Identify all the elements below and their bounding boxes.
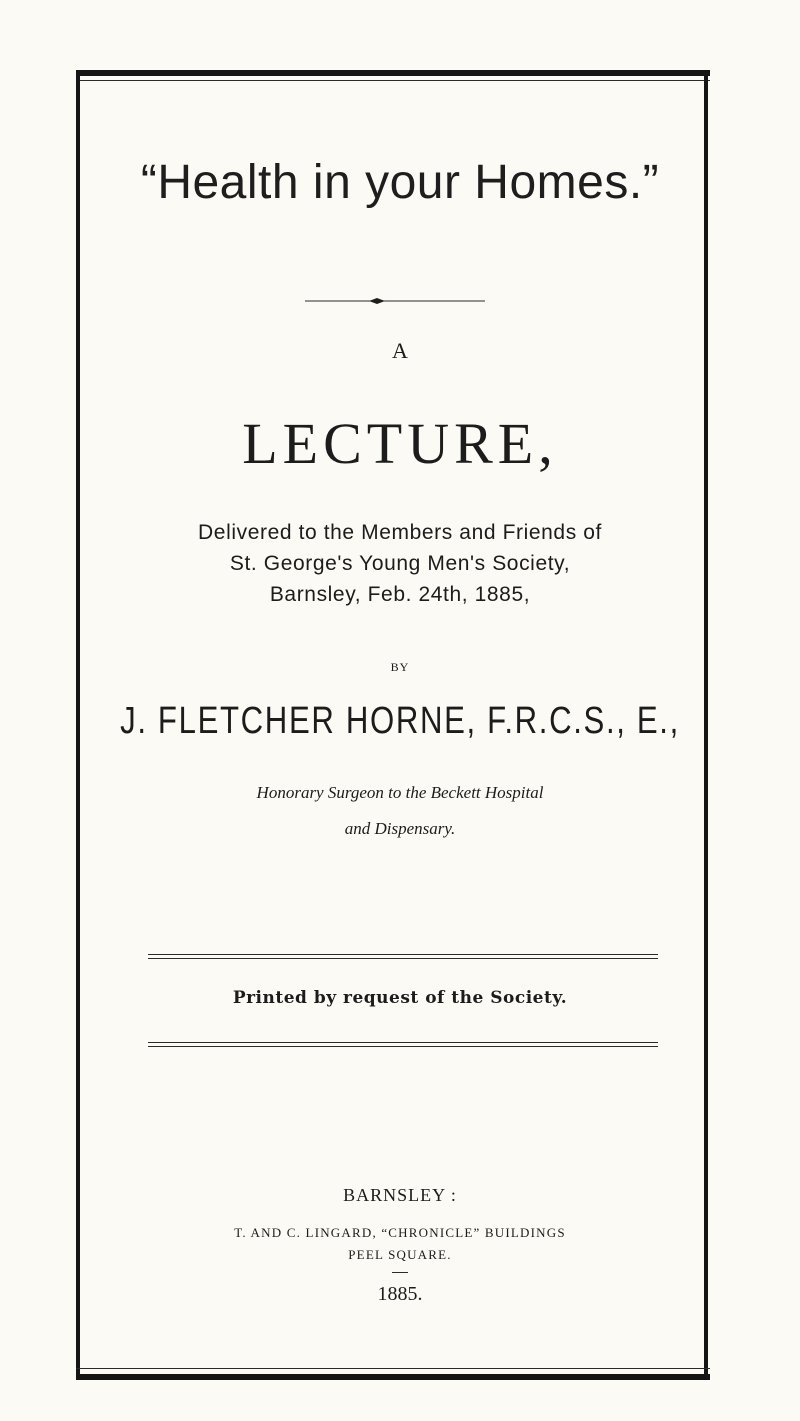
imprint-year: 1885. (377, 1283, 423, 1305)
imprint-printer (0, 1222, 800, 1266)
printer-line-2: PEEL SQUARE. (348, 1247, 452, 1262)
delivery-line-3: Barnsley, Feb. 24th, 1885, (269, 583, 531, 606)
frame-top-border (76, 70, 710, 76)
rule-lower-2 (148, 1046, 658, 1047)
rule-upper-2 (148, 958, 658, 959)
frame-top-inner-border (76, 80, 710, 81)
frame-bottom-border (76, 1374, 710, 1380)
printed-note: Printed by request of the Society. (232, 988, 568, 1008)
rule-lower-1 (148, 1042, 658, 1043)
ornament-divider (305, 296, 485, 306)
frame-bottom-inner-border (76, 1368, 710, 1369)
page-title: “Health in your Homes.” (140, 156, 660, 209)
article-a: A (392, 338, 408, 363)
delivery-details (0, 517, 800, 610)
delivery-line-1: Delivered to the Members and Friends of (198, 521, 602, 544)
author-title (0, 775, 800, 847)
lecture-heading: LECTURE, (242, 411, 558, 476)
delivery-line-2: St. George's Young Men's Society, (229, 552, 571, 575)
author-name: J. FLETCHER HORNE, F.R.C.S., E., (120, 700, 680, 742)
rule-upper-1 (148, 954, 658, 955)
imprint-dash (392, 1272, 408, 1273)
printer-line-1: T. AND C. LINGARD, “CHRONICLE” BUILDINGS (234, 1225, 566, 1240)
imprint-city: BARNSLEY : (343, 1185, 457, 1205)
author-title-line-1: Honorary Surgeon to the Beckett Hospital (256, 783, 544, 802)
by-label: BY (390, 660, 410, 674)
author-title-line-2: and Dispensary. (344, 819, 456, 838)
